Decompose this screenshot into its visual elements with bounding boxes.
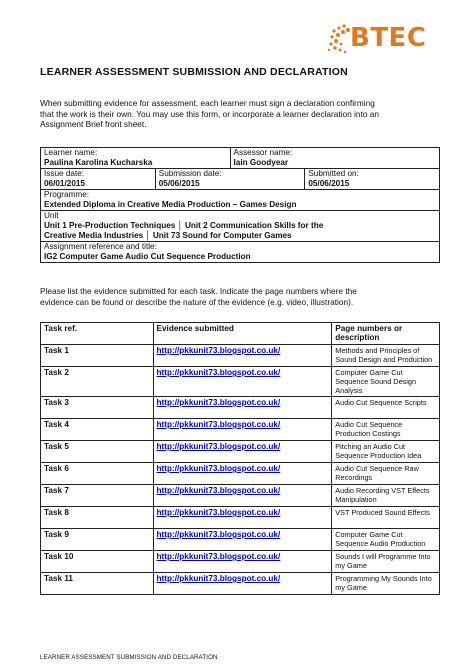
page-title: LEARNER ASSESSMENT SUBMISSION AND DECLARATION	[40, 66, 348, 78]
evidence-link[interactable]: http://pkkunit73.blogspot.co.uk/	[156, 368, 281, 377]
assignment-label: Assignment reference and title:	[44, 242, 157, 251]
intro-line: that the work is their own. You may use this form, or incorporate a learner declaration into an	[40, 108, 379, 119]
task-ref: Task 4	[41, 419, 154, 441]
table-row	[41, 529, 440, 551]
programme-label: Programme:	[44, 190, 90, 199]
task-ref: Task 6	[41, 463, 154, 485]
evidence-link[interactable]: http://pkkunit73.blogspot.co.uk/	[156, 464, 281, 473]
table-row	[41, 551, 440, 573]
task-description: Pitching an Audio Cut Sequence Production Idea	[332, 441, 440, 463]
table-row	[41, 367, 440, 397]
table-row	[41, 345, 440, 367]
programme-cell	[41, 190, 440, 211]
evidence-link[interactable]: http://pkkunit73.blogspot.co.uk/	[156, 486, 281, 495]
table-row	[41, 485, 440, 507]
evidence-link[interactable]: http://pkkunit73.blogspot.co.uk/	[156, 442, 281, 451]
task-ref: Task 8	[41, 507, 154, 529]
assignment-value: IG2 Computer Game Audio Cut Sequence Production	[44, 252, 251, 261]
table-row	[41, 573, 440, 595]
intro-line: When submitting evidence for assessment, each learner must sign a declaration confirming	[40, 98, 375, 108]
unit-cell	[41, 211, 440, 242]
learner-name-label: Learner name:	[44, 148, 98, 157]
btec-logo	[324, 22, 446, 56]
task-description: VST Produced Sound Effects	[332, 507, 440, 529]
page-footer: LEARNER ASSESSMENT SUBMISSION AND DECLARATION	[40, 654, 218, 661]
assessor-name-label: Assessor name:	[233, 148, 293, 157]
submission-date-cell	[155, 169, 305, 190]
task-ref: Task 1	[41, 345, 154, 367]
task-ref: Task 11	[41, 573, 154, 595]
task-ref: Task 9	[41, 529, 154, 551]
table-row	[41, 397, 440, 419]
column-header-task-ref: Task ref.	[41, 323, 154, 345]
evidence-instructions	[40, 286, 440, 307]
evidence-link[interactable]: http://pkkunit73.blogspot.co.uk/	[156, 552, 281, 561]
task-description: Audio Cut Sequence Production Costings	[332, 419, 440, 441]
assignment-cell	[41, 242, 440, 263]
table-row	[41, 441, 440, 463]
table-row	[41, 507, 440, 529]
unit-line: Unit 1 Pre-Production Techniques │ Unit 2 Communication Skills for the	[44, 221, 324, 230]
unit-line: Creative Media Industries │ Unit 73 Sound for Computer Games	[44, 231, 292, 240]
evidence-link[interactable]: http://pkkunit73.blogspot.co.uk/	[156, 530, 281, 539]
task-description: Audio Recording VST Effects Manipulation	[332, 485, 440, 507]
task-ref: Task 10	[41, 551, 154, 573]
submission-date-label: Submission date:	[158, 169, 222, 178]
evidence-link[interactable]: http://pkkunit73.blogspot.co.uk/	[156, 574, 281, 583]
issue-date-value: 06/01/2015	[44, 179, 85, 188]
task-ref: Task 5	[41, 441, 154, 463]
intro-paragraph	[40, 98, 440, 130]
brand-name: BTEC	[350, 23, 427, 53]
task-ref: Task 2	[41, 367, 154, 397]
submission-date-value: 05/06/2015	[158, 179, 200, 188]
programme-value: Extended Diploma in Creative Media Production – Games Design	[44, 200, 297, 209]
issue-date-label: Issue date:	[44, 169, 85, 178]
task-description: Computer Game Cut Sequence Audio Production	[332, 529, 440, 551]
learner-name-cell	[41, 148, 231, 169]
submitted-on-value: 05/06/2015	[308, 179, 350, 188]
table-row	[41, 419, 440, 441]
task-description: Programming My Sounds Into my Game	[332, 573, 440, 595]
task-description: Computer Game Cut Sequence Sound Design Analysis	[332, 367, 440, 397]
task-description: Methods and Principles of Sound Design and Production	[332, 345, 440, 367]
instruction-line: Please list the evidence submitted for each task. Indicate the page numbers where the	[40, 286, 357, 296]
submitted-on-cell	[305, 169, 440, 190]
column-header-description: Page numbers or description	[332, 323, 440, 345]
instruction-line: evidence can be found or describe the nature of the evidence (e.g. video, illustration).	[40, 296, 354, 307]
task-description: Sounds I will Programme Into my Game	[332, 551, 440, 573]
evidence-link[interactable]: http://pkkunit73.blogspot.co.uk/	[156, 508, 281, 517]
task-description: Audio Cut Sequence Scripts	[332, 397, 440, 419]
task-ref: Task 3	[41, 397, 154, 419]
task-description: Audio Cut Sequence Raw Recordings	[332, 463, 440, 485]
assessor-name-cell	[230, 148, 439, 169]
intro-line: Assignment Brief front sheet.	[40, 119, 147, 129]
evidence-link[interactable]: http://pkkunit73.blogspot.co.uk/	[156, 398, 281, 407]
task-evidence-table	[40, 322, 440, 595]
evidence-link[interactable]: http://pkkunit73.blogspot.co.uk/	[156, 420, 281, 429]
assessor-name-value: Iain Goodyear	[233, 158, 289, 167]
task-ref: Task 7	[41, 485, 154, 507]
submitted-on-label: Submitted on:	[308, 169, 359, 178]
table-row	[41, 463, 440, 485]
learner-details-table	[40, 147, 440, 263]
issue-date-cell	[41, 169, 156, 190]
evidence-link[interactable]: http://pkkunit73.blogspot.co.uk/	[156, 346, 281, 355]
column-header-evidence: Evidence submitted	[153, 323, 332, 345]
learner-name-value: Paulina Karolina Kucharska	[44, 158, 153, 167]
unit-label: Unit	[44, 211, 59, 220]
